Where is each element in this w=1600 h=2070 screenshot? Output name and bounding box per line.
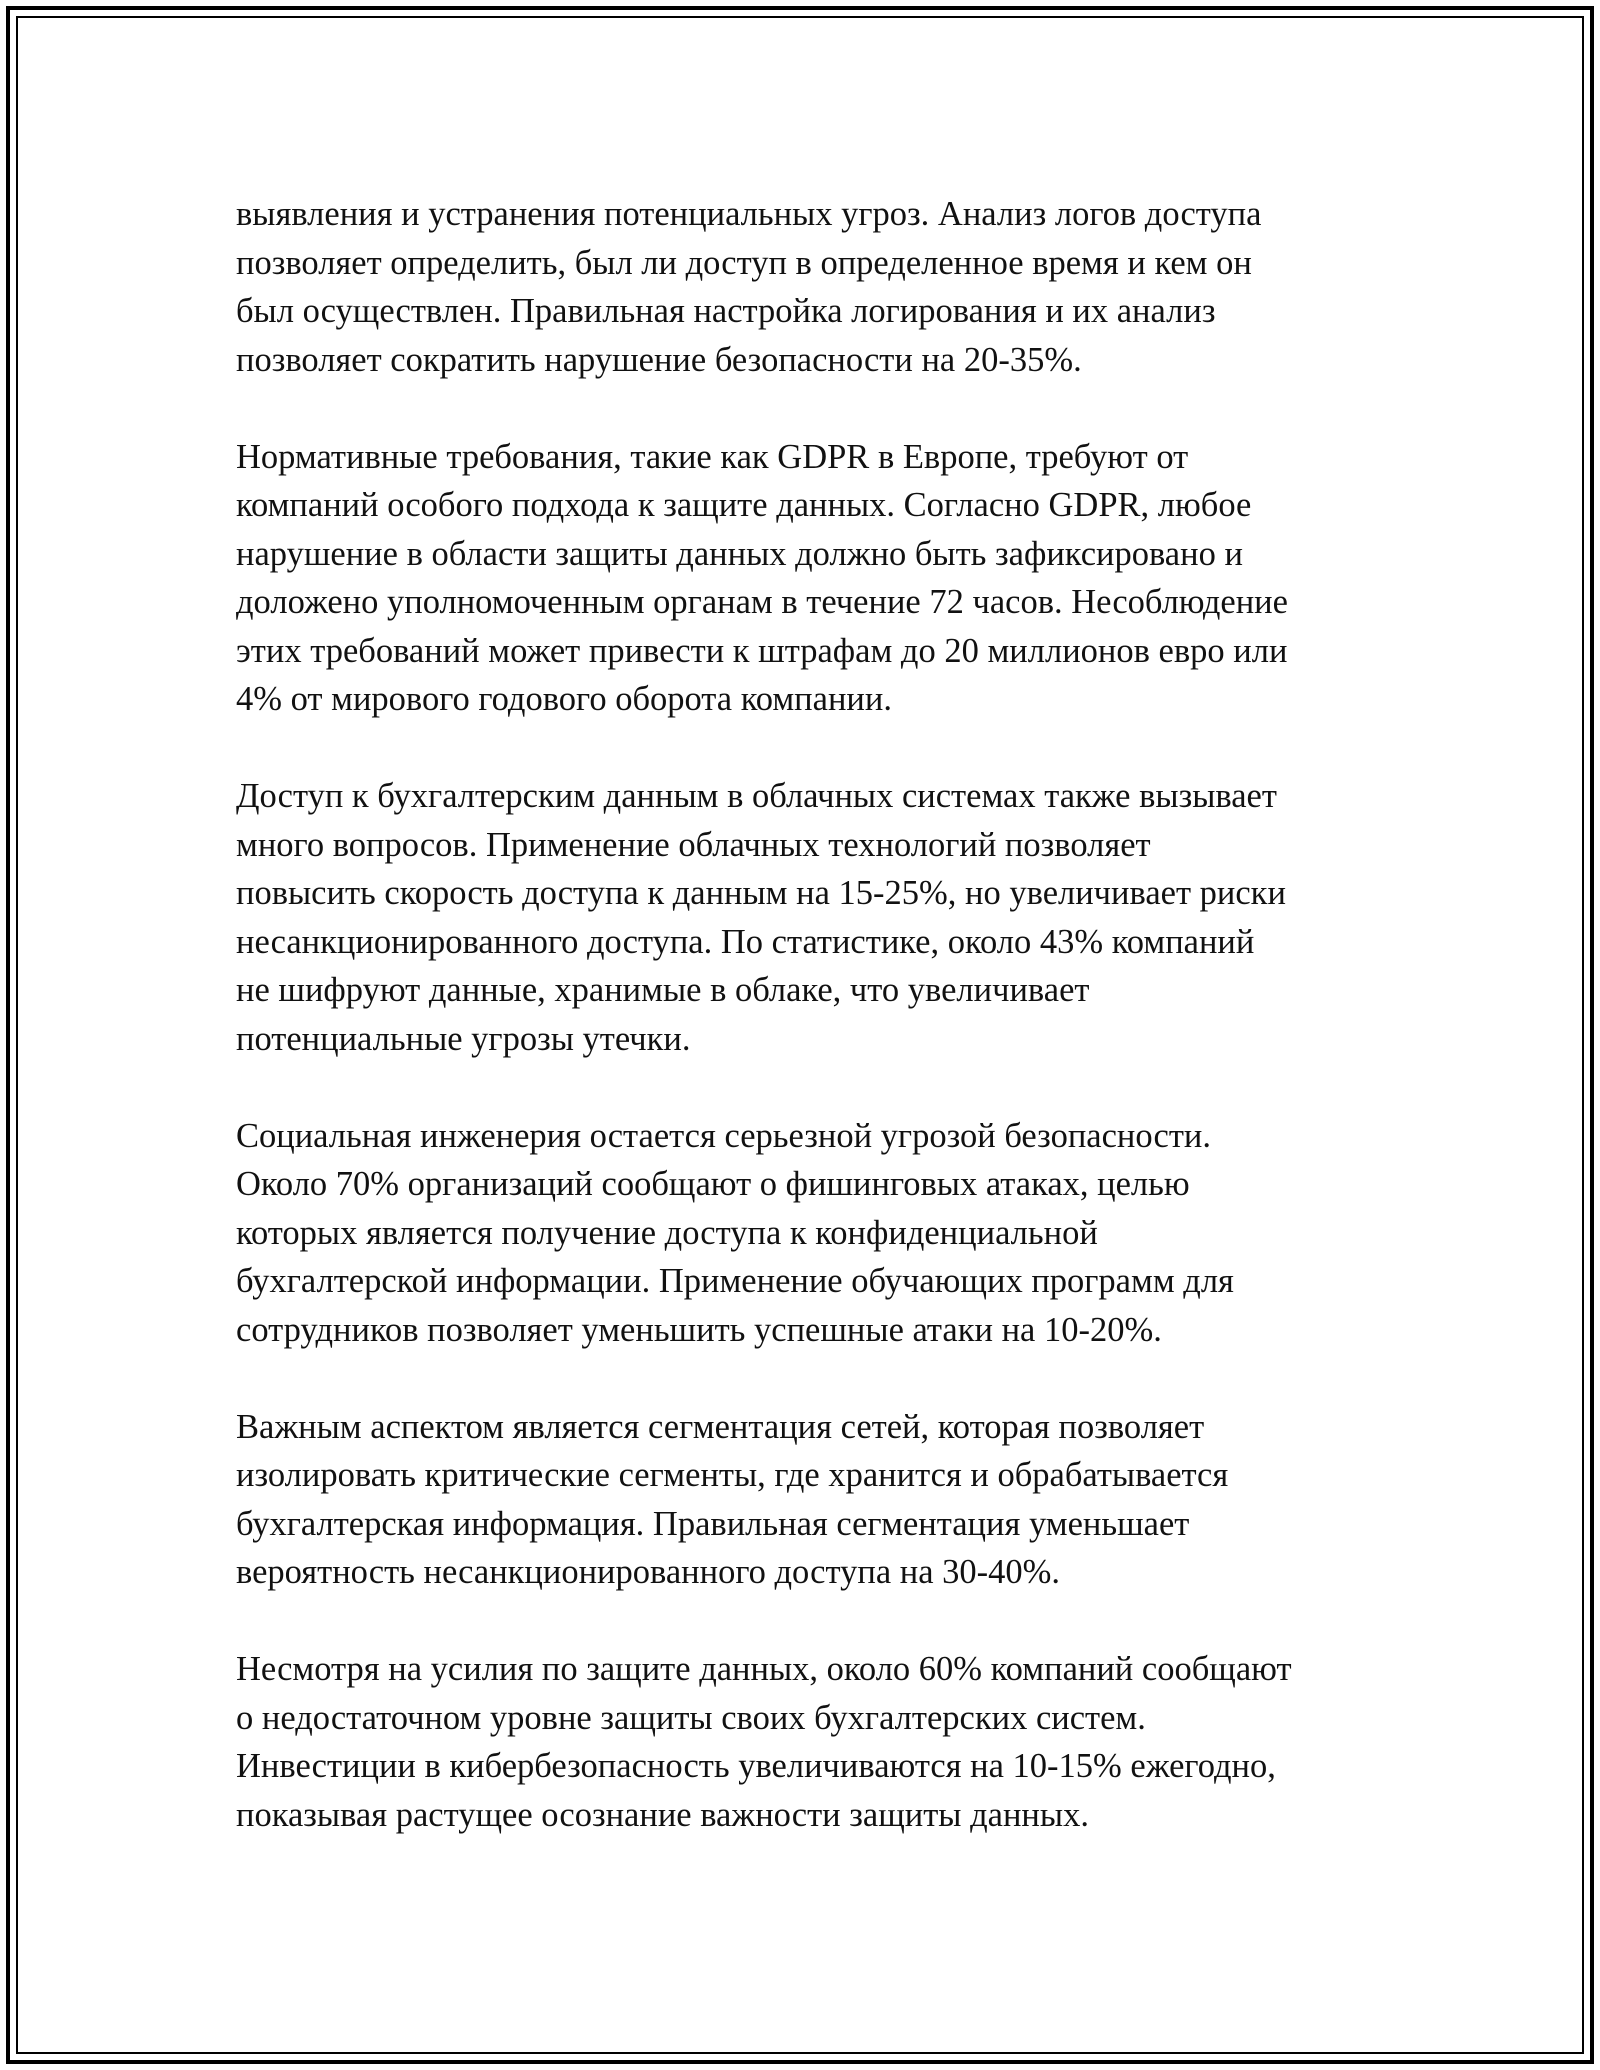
paragraph-access-logs: выявления и устранения потенциальных угроз. Анализ логов доступа позволяет определить, был ли доступ в определенное время и кем он был осуществлен. Правильная настройка логирования и их анализ позволяет сократить нарушение безопасности на 20-35%. xyxy=(236,195,1262,379)
document-body xyxy=(236,190,1376,1888)
paragraph-social-engineering: Социальная инженерия остается серьезной угрозой безопасности. Около 70% организаций сообщают о фишинговых атаках, целью которых является получение доступа к конфиденциальной бухгалтерской информации. Применение обучающих программ для сотрудников позволяет уменьшить успешные атаки на 10-20%. xyxy=(236,1116,1234,1349)
paragraph-gdpr: Нормативные требования, такие как GDPR в Европе, требуют от компаний особого подхода к защите данных. Согласно GDPR, любое нарушение в области защиты данных должно быть зафиксировано и доложено уполномоченным органам в течение 72 часов. Несоблюдение этих требований может привести к штрафам до 20 миллионов евро или 4% от мирового годового оборота компании. xyxy=(236,437,1288,718)
paragraph-cloud-access: Доступ к бухгалтерским данным в облачных системах также вызывает много вопросов. Применение облачных технологий позволяет повысить скорость доступа к данным на 15-25%, но увеличивает риски несанкционированного доступа. По статистике, около 43% компаний не шифруют данные, хранимые в облаке, что увеличивает потенциальные угрозы утечки. xyxy=(236,777,1286,1058)
paragraph-network-segmentation: Важным аспектом является сегментация сетей, которая позволяет изолировать критические сегменты, где хранится и обрабатывается бухгалтерская информация. Правильная сегментация уменьшает вероятность несанкционированного доступа на 30-40%. xyxy=(236,1407,1229,1591)
paragraph-investments: Несмотря на усилия по защите данных, около 60% компаний сообщают о недостаточном уровне защиты своих бухгалтерских систем. Инвестиции в кибербезопасность увеличиваются на 10-15% ежегодно, показывая растущее осознание важности защиты данных. xyxy=(236,1650,1292,1834)
